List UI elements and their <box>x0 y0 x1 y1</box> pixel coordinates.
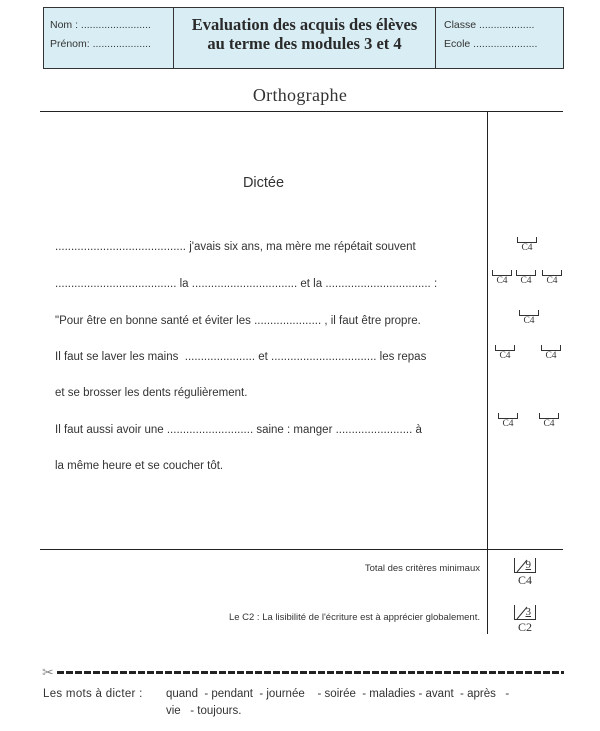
dictee-line-2[interactable]: ...................................... la ................................. et la ................................. : <box>55 278 438 290</box>
dictee-title: Dictée <box>242 175 285 191</box>
title-line-2: au terme des modules 3 et 4 <box>207 34 402 53</box>
section-title: Orthographe <box>252 85 348 105</box>
c2-legibility-label: Le C2 : La lisibilité de l'écriture est à apprécier globalement. <box>228 612 480 623</box>
criteria-column-divider <box>487 112 488 634</box>
score-box: 9 <box>514 558 536 573</box>
criterion-mark[interactable]: C4 <box>540 345 562 361</box>
dashed-line <box>57 671 564 674</box>
criterion-mark[interactable]: C4 <box>497 413 519 429</box>
bottom-divider <box>40 549 563 550</box>
minimal-criteria-total-label: Total des critères minimaux <box>364 563 480 574</box>
words-line-2: vie - toujours. <box>166 705 242 717</box>
nom-field[interactable]: Nom : ........................ <box>50 19 151 31</box>
document-title <box>174 8 436 68</box>
school-identity <box>436 8 563 68</box>
c2-score[interactable]: 3 C2 <box>510 605 540 635</box>
header-box <box>43 7 564 69</box>
dictee-line-3[interactable]: "Pour être en bonne santé et éviter les ..................... , il faut être propre. <box>55 315 421 327</box>
prenom-field[interactable]: Prénom: .................... <box>50 38 151 50</box>
criterion-mark[interactable]: C4 <box>491 270 513 286</box>
criterion-mark[interactable]: C4 <box>538 413 560 429</box>
cut-line <box>42 664 564 680</box>
criterion-mark[interactable]: C4 <box>515 270 537 286</box>
criterion-mark[interactable]: C4 <box>516 237 538 253</box>
dictee-line-5: et se brosser les dents régulièrement. <box>55 387 248 399</box>
minimal-criteria-score[interactable]: 9 C4 <box>510 558 540 588</box>
top-divider <box>40 111 563 112</box>
criterion-mark[interactable]: C4 <box>494 345 516 361</box>
dictee-line-4[interactable]: Il faut se laver les mains ...................... et ................................. les repas <box>55 351 427 363</box>
scissors-icon: ✂ <box>42 664 54 680</box>
dictee-line-7: la même heure et se coucher tôt. <box>55 460 224 472</box>
score-box: 3 <box>514 605 536 620</box>
dictee-line-6[interactable]: Il faut aussi avoir une ........................... saine : manger ........................ à <box>55 424 422 436</box>
words-line-1: quand - pendant - journée - soirée - maladies - avant - après - <box>166 688 510 700</box>
classe-field[interactable]: Classe ................... <box>444 19 535 31</box>
words-to-dictate <box>43 686 509 720</box>
criterion-mark[interactable]: C4 <box>518 310 540 326</box>
title-line-1: Evaluation des acquis des élèves <box>191 15 418 34</box>
student-identity <box>44 8 174 68</box>
criterion-mark[interactable]: C4 <box>541 270 563 286</box>
dictee-line-1[interactable]: ......................................... j'avais six ans, ma mère me répétait souvent <box>55 241 416 253</box>
ecole-field[interactable]: Ecole ...................... <box>444 38 538 50</box>
words-label: Les mots à dicter : <box>43 688 143 700</box>
